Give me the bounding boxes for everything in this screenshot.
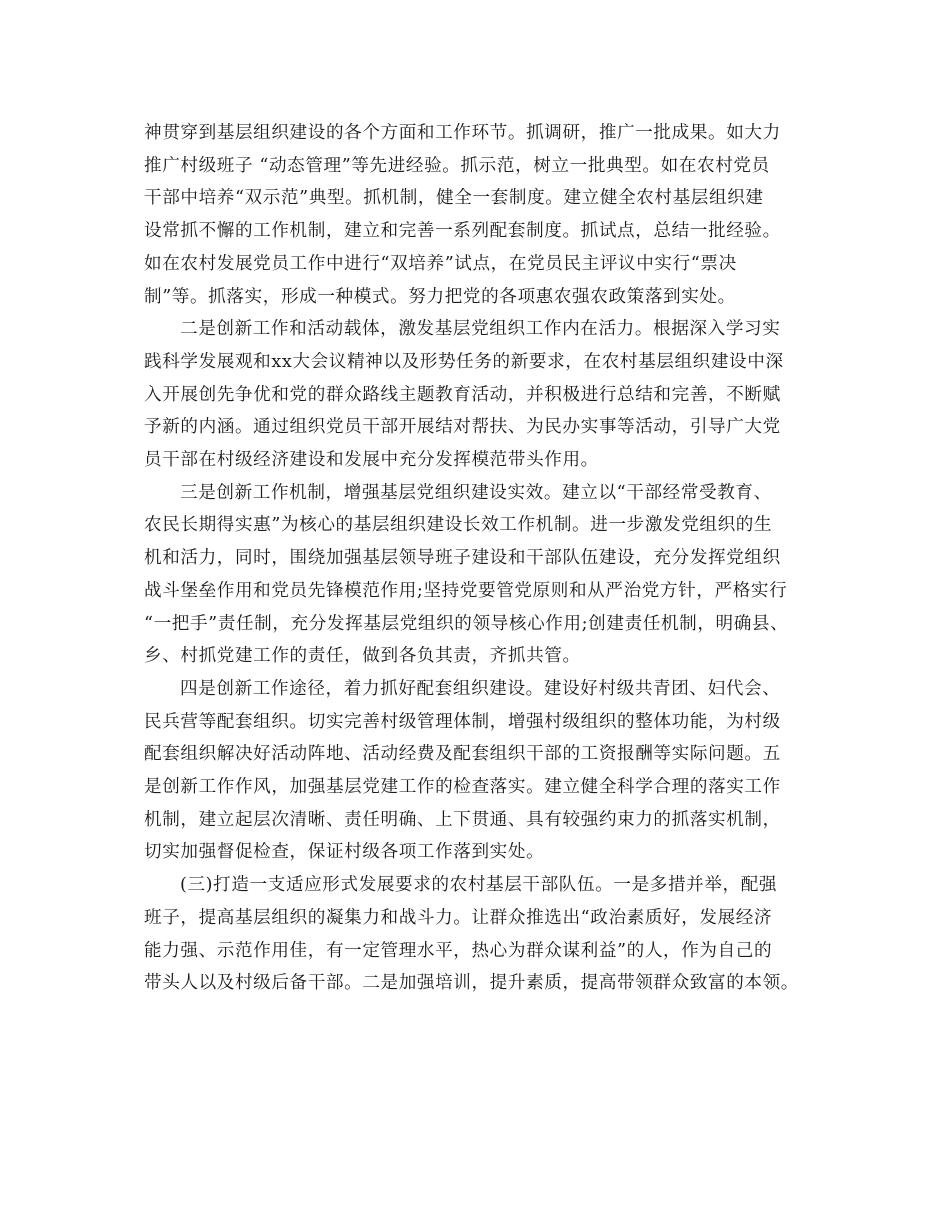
text-line: 制”等。抓落实，形成一种模式。努力把党的各项惠农强农政策落到实处。 bbox=[144, 286, 736, 307]
text-line: 机制，建立起层次清晰、责任明确、上下贯通、具有较强约束力的抓落实机制， bbox=[144, 809, 781, 830]
text-line: 入开展创先争优和党的群众路线主题教育活动，并积极进行总结和完善，不断赋 bbox=[144, 384, 781, 405]
text-line: 带头人以及村级后备干部。二是加强培训，提升素质，提高带领群众致富的本领。 bbox=[144, 973, 799, 994]
text-line: 战斗堡垒作用和党员先锋模范作用;坚持党要管党原则和从严治党方针，严格实行 bbox=[144, 580, 788, 601]
text-line: 配套组织解决好活动阵地、活动经费及配套组织干部的工资报酬等实际问题。五 bbox=[144, 744, 781, 765]
text-line: 予新的内涵。通过组织党员干部开展结对帮扶、为民办实事等活动，引导广大党 bbox=[144, 417, 781, 438]
text-line: 能力强、示范作用佳，有一定管理水平，热心为群众谋利益”的人，作为自己的 bbox=[144, 940, 773, 961]
document-body-text bbox=[144, 117, 834, 1000]
text-line: 员干部在村级经济建设和发展中充分发挥模范带头作用。 bbox=[144, 450, 599, 471]
text-line: 班子，提高基层组织的凝集力和战斗力。让群众推选出“政治素质好，发展经济 bbox=[144, 907, 773, 928]
text-line: 践科学发展观和xx大会议精神以及形势任务的新要求，在农村基层组织建设中深 bbox=[144, 351, 784, 372]
text-line: 设常抓不懈的工作机制，建立和完善一系列配套制度。抓试点，总结一批经验。 bbox=[144, 221, 781, 242]
text-line: 乡、村抓党建工作的责任，做到各负其责，齐抓共管。 bbox=[144, 646, 581, 667]
text-line: 农民长期得实惠”为核心的基层组织建设长效工作机制。进一步激发党组织的生 bbox=[144, 515, 773, 536]
text-line: 民兵营等配套组织。切实完善村级管理体制，增强村级组织的整体功能，为村级 bbox=[144, 711, 781, 732]
text-line: 机和活力，同时，围绕加强基层领导班子建设和干部队伍建设，充分发挥党组织 bbox=[144, 548, 781, 569]
text-line: 切实加强督促检查，保证村级各项工作落到实处。 bbox=[144, 842, 545, 863]
text-line: 如在农村发展党员工作中进行“双培养”试点，在党员民主评议中实行“票决 bbox=[144, 253, 737, 274]
text-line: 推广村级班子 “动态管理”等先进经验。抓示范，树立一批典型。如在农村党员 bbox=[144, 155, 770, 176]
paragraph-first-line: 四是创新工作途径，着力抓好配套组织建设。建设好村级共青团、妇代会、 bbox=[180, 678, 781, 699]
text-line: 干部中培养“双示范”典型。抓机制，健全一套制度。建立健全农村基层组织建 bbox=[144, 188, 764, 209]
paragraph-first-line: 二是创新工作和活动载体，激发基层党组织工作内在活力。根据深入学习实 bbox=[180, 319, 781, 340]
text-line: 是创新工作作风，加强基层党建工作的检查落实。建立健全科学合理的落实工作 bbox=[144, 777, 781, 798]
paragraph-first-line: (三)打造一支适应形式发展要求的农村基层干部队伍。一是多措并举，配强 bbox=[180, 875, 778, 896]
text-line: 神贯穿到基层组织建设的各个方面和工作环节。抓调研，推广一批成果。如大力 bbox=[144, 123, 781, 143]
paragraph-first-line: 三是创新工作机制，增强基层党组织建设实效。建立以“干部经常受教育、 bbox=[180, 482, 772, 503]
text-line: “一把手”责任制，充分发挥基层党组织的领导核心作用;创建责任机制，明确县、 bbox=[144, 613, 789, 634]
